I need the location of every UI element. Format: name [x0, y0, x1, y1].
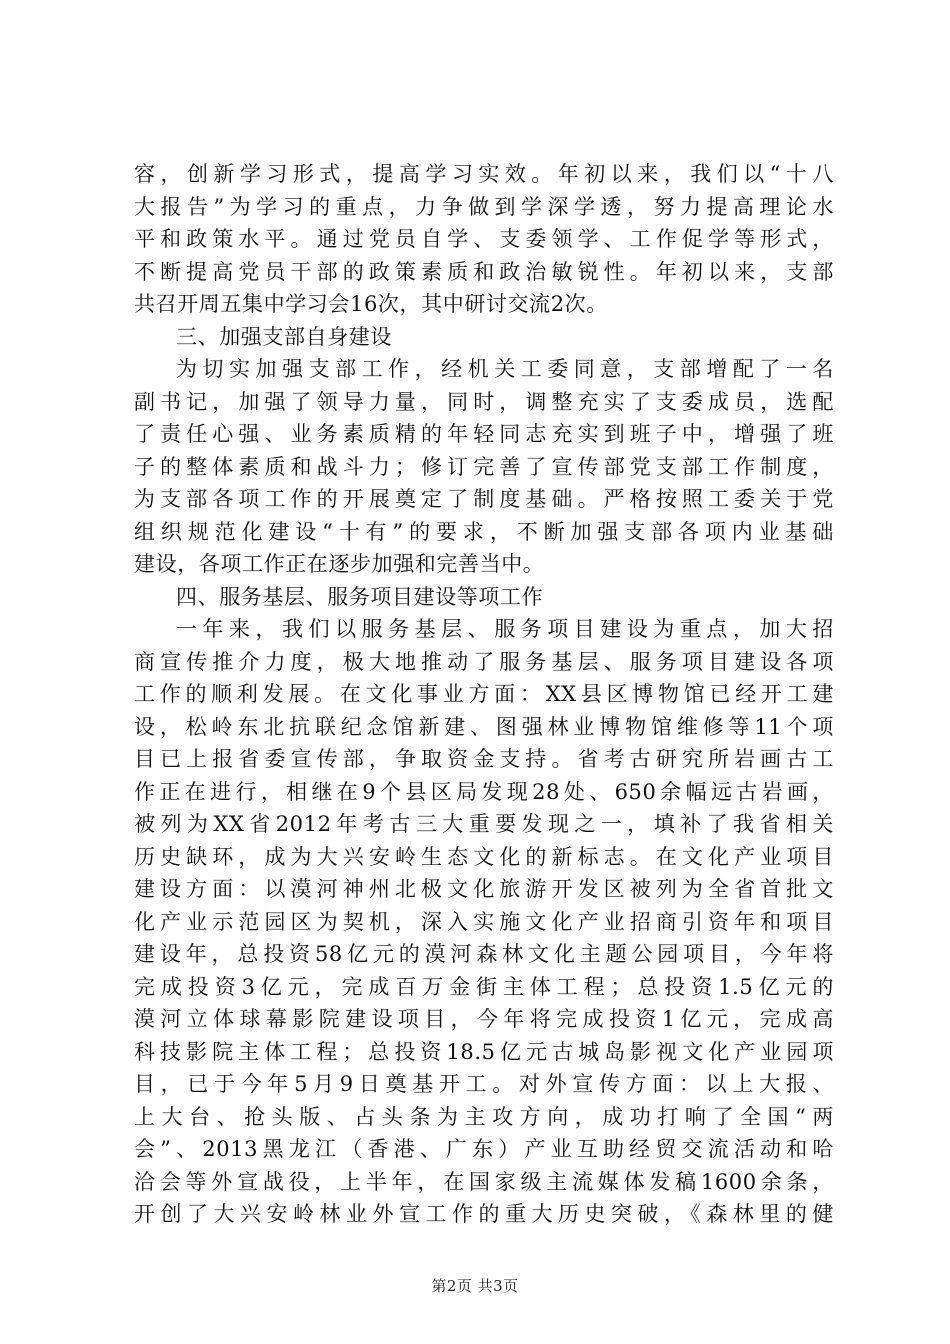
text-line-content: 子的整体素质和战斗力；修订完善了宣传部党支部工作制度， [134, 454, 834, 479]
text-line-content: 建设方面：以漠河神州北极文化旅游开发区被列为全省首批文 [134, 877, 834, 901]
text-line-content: 四、服务基层、服务项目建设等项工作 [176, 584, 544, 609]
text-line-content: 目已上报省委宣传部，争取资金支持。省考古研究所岩画古工 [134, 747, 834, 771]
text-line-content: 化产业示范园区为契机，深入实施文化产业招商引资年和项目 [134, 909, 834, 934]
text-line [134, 516, 834, 549]
text-line-content: 完成投资3亿元，完成百万金街主体工程；总投资1.5亿元的 [134, 974, 834, 999]
text-line-content: 漠河立体球幕影院建设项目，今年将完成投资1亿元，完成高 [134, 1007, 834, 1031]
text-line-content: 三、加强支部自身建设 [176, 324, 392, 349]
text-line [134, 678, 834, 711]
text-line [134, 418, 834, 451]
text-line [134, 256, 834, 289]
text-line [134, 971, 834, 1004]
text-line-content: 上大台、抢头版、占头条为主攻方向，成功打响了全国“两 [134, 1104, 834, 1129]
text-line-content: 工作的顺利发展。在文化事业方面：XX县区博物馆已经开工建 [134, 682, 834, 706]
text-line [134, 548, 834, 581]
text-line-content: 作正在进行，相继在9个县区局发现28处、650余幅远古岩画， [134, 779, 834, 804]
text-line-content: 商宣传推介力度，极大地推动了服务基层、服务项目建设各项 [134, 649, 834, 674]
text-line-content: 建设，各项工作正在逐步加强和完善当中。 [134, 552, 545, 576]
text-line-content: 平和政策水平。通过党员自学、支委领学、工作促学等形式， [134, 227, 834, 251]
page-footer: 第2页 共3页 [431, 1277, 519, 1295]
text-line [134, 191, 834, 224]
section-heading [134, 321, 834, 354]
text-line-content: 科技影院主体工程；总投资18.5亿元古城岛影视文化产业园项 [134, 1039, 834, 1064]
text-line-content: 目，已于今年5月9日奠基开工。对外宣传方面：以上大报、 [134, 1072, 834, 1096]
text-line-content: 容，创新学习形式，提高学习实效。年初以来，我们以“十八 [134, 162, 834, 186]
text-line-content: 会”、2013黑龙江（香港、广东）产业互助经贸交流活动和哈 [134, 1137, 834, 1161]
text-line-content: 历史缺环，成为大兴安岭生态文化的新标志。在文化产业项目 [134, 844, 834, 869]
text-line [134, 1198, 834, 1231]
text-line-content: 共召开周五集中学习会16次，其中研讨交流2次。 [134, 292, 608, 316]
text-line [134, 906, 834, 939]
text-line [134, 223, 834, 256]
text-line [134, 483, 834, 516]
text-line [134, 386, 834, 419]
text-line [134, 938, 834, 971]
text-line [134, 1068, 834, 1101]
text-line-content: 洽会等外宣战役，上半年，在国家级主流媒体发稿1600余条， [134, 1169, 834, 1194]
text-line [134, 1101, 834, 1134]
text-line [134, 1003, 834, 1036]
text-line [134, 353, 834, 386]
text-line-content: 建设年，总投资58亿元的漠河森林文化主题公园项目，今年将 [134, 942, 834, 966]
text-line-content: 副书记，加强了领导力量，同时，调整充实了支委成员，选配 [134, 389, 834, 414]
text-line-content: 开创了大兴安岭林业外宣工作的重大历史突破，《森林里的健 [134, 1202, 834, 1226]
text-line [134, 841, 834, 874]
text-line-content: 不断提高党员干部的政策素质和政治敏锐性。年初以来，支部 [134, 259, 834, 284]
text-line-content: 被列为XX省2012年考古三大重要发现之一，填补了我省相关 [134, 812, 834, 836]
text-line [134, 711, 834, 744]
text-line [134, 158, 834, 191]
text-line-content: 设，松岭东北抗联纪念馆新建、图强林业博物馆维修等11个项 [134, 714, 834, 739]
text-line-content: 大报告”为学习的重点，力争做到学深学透，努力提高理论水 [134, 194, 834, 219]
text-line [134, 288, 834, 321]
text-line-content: 为切实加强支部工作，经机关工委同意，支部增配了一名 [176, 357, 834, 381]
text-line-content: 组织规范化建设“十有”的要求，不断加强支部各项内业基础 [134, 519, 834, 544]
document-body [134, 158, 834, 1231]
text-line [134, 613, 834, 646]
text-line [134, 451, 834, 484]
text-line [134, 1133, 834, 1166]
text-line [134, 808, 834, 841]
text-line-content: 一年来，我们以服务基层、服务项目建设为重点，加大招 [176, 617, 834, 641]
text-line [134, 743, 834, 776]
text-line-content: 了责任心强、业务素质精的年轻同志充实到班子中，增强了班 [134, 422, 834, 446]
text-line-content: 为支部各项工作的开展奠定了制度基础。严格按照工委关于党 [134, 487, 834, 511]
section-heading [134, 581, 834, 614]
text-line [134, 1166, 834, 1199]
text-line [134, 646, 834, 679]
text-line [134, 1036, 834, 1069]
text-line [134, 776, 834, 809]
text-line [134, 873, 834, 906]
